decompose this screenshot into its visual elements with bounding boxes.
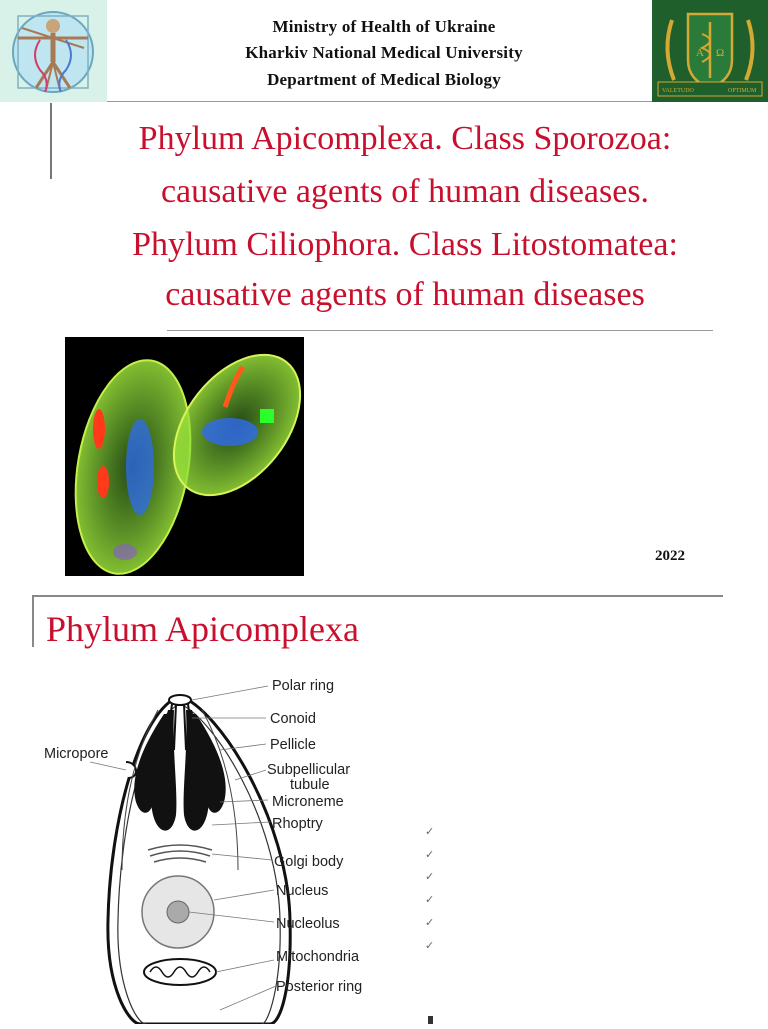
university-crest-icon (652, 0, 768, 102)
apicomplexa-cell-diagram (30, 670, 430, 1024)
ciliate-micrograph-image (65, 337, 304, 576)
header-ministry: Ministry of Health of Ukraine (272, 17, 496, 36)
checkmark-icon: ✓ (425, 916, 435, 929)
header-department: Department of Medical Biology (267, 70, 501, 89)
label-subpellicular: Subpellicular (267, 762, 351, 778)
slide2-left-accent (32, 595, 34, 647)
label-microneme: Microneme (272, 794, 344, 810)
label-tubule: tubule (290, 777, 330, 793)
nucleolus-shape (167, 901, 189, 923)
slide2-top-divider (34, 595, 723, 597)
slide1-title-line-1: Phylum Apicomplexa. Class Sporozoa: (138, 120, 672, 157)
label-nucleus: Nucleus (276, 883, 329, 899)
slide1-title-divider (167, 330, 713, 331)
presentation-year: 2022 (655, 548, 685, 564)
slide2-title: Phylum Apicomplexa (46, 609, 359, 649)
label-golgi-body: Golgi body (274, 854, 344, 870)
checkmark-icon: ✓ (425, 893, 435, 906)
checkmark-icon: ✓ (425, 848, 435, 861)
crest-motto-right: OPTIMUM (728, 88, 757, 94)
university-crest-logo (652, 0, 768, 102)
slide1-left-accent (50, 103, 52, 179)
label-pellicle: Pellicle (270, 737, 316, 753)
crest-motto-left: VALETUDO (662, 88, 694, 94)
polar-ring-shape (169, 695, 191, 705)
label-micropore: Micropore (44, 746, 109, 762)
header-university: Kharkiv National Medical University (245, 43, 523, 62)
crest-letter-omega: Ω (716, 47, 725, 59)
checkmark-icon: ✓ (425, 939, 435, 952)
mitochondria-shape (144, 959, 216, 985)
text-cursor-mark (428, 1016, 433, 1024)
checkmark-icon: ✓ (425, 825, 435, 838)
slide1-title-line-4: causative agents of human diseases (165, 276, 645, 313)
checkmark-icon: ✓ (425, 870, 435, 883)
label-mitochondria: Mitochondria (276, 949, 360, 965)
label-posterior-ring: Posterior ring (276, 979, 363, 995)
slide1-title-line-3: Phylum Ciliophora. Class Litostomatea: (132, 226, 678, 263)
label-rhoptry: Rhoptry (272, 816, 323, 832)
slide1-top-divider (107, 101, 652, 102)
slide1-title-line-2: causative agents of human diseases. (160, 173, 650, 210)
label-polar-ring: Polar ring (272, 678, 335, 694)
label-nucleolus: Nucleolus (276, 916, 340, 932)
crest-letter-alpha: A (696, 47, 704, 59)
label-conoid: Conoid (270, 711, 316, 727)
